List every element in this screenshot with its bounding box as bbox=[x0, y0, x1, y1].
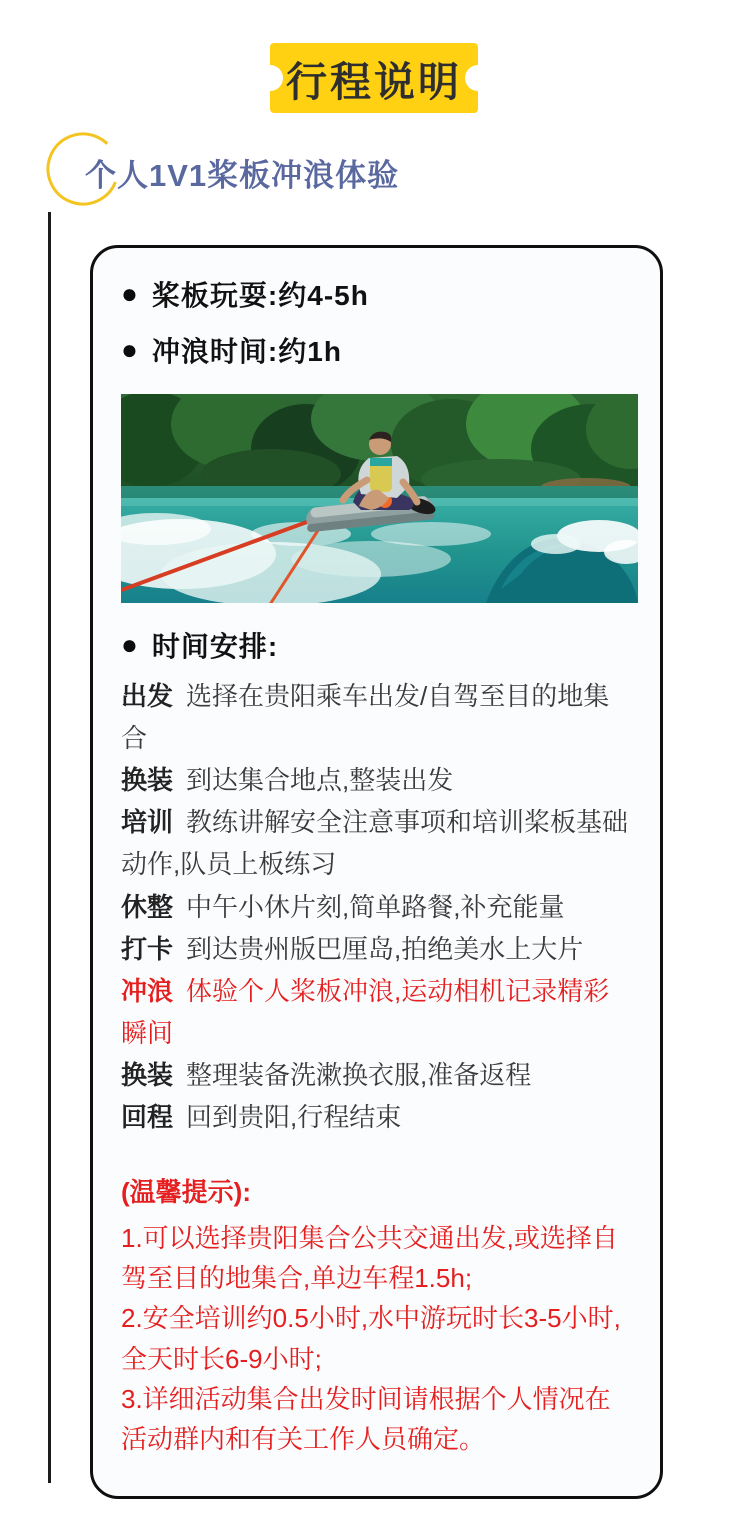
schedule-desc: 整理装备洗漱换衣服,准备返程 bbox=[186, 1059, 532, 1090]
schedule-desc: 中午小休片刻,简单路餐,补充能量 bbox=[186, 891, 565, 922]
schedule-heading-row bbox=[121, 625, 634, 665]
schedule-keyword: 换装 bbox=[121, 1059, 174, 1090]
schedule-desc: 体验个人桨板冲浪,运动相机记录精彩瞬间 bbox=[121, 975, 610, 1048]
tips-heading: (温馨提示): bbox=[121, 1177, 251, 1208]
schedule-desc: 选择在贵阳乘车出发/自驾至目的地集合 bbox=[121, 681, 610, 754]
schedule-keyword: 冲浪 bbox=[121, 975, 174, 1006]
tip-item: 1.可以选择贵阳集合公共交通出发,或选择自驾至目的地集合,单边车程1.5h; bbox=[121, 1222, 618, 1294]
ticket-notch-right-icon bbox=[465, 65, 491, 91]
page-title: 行程说明 bbox=[286, 58, 462, 105]
schedule-item-highlighted bbox=[121, 970, 634, 1054]
schedule-keyword: 换装 bbox=[121, 765, 174, 796]
tips-section bbox=[121, 1172, 634, 1459]
bullet-icon: ● bbox=[121, 334, 138, 365]
tip-item: 2.安全培训约0.5小时,水中游玩时长3-5小时,全天时长6-9小时; bbox=[121, 1303, 621, 1374]
schedule-item bbox=[121, 801, 634, 885]
schedule-desc: 到达贵州版巴厘岛,拍绝美水上大片 bbox=[186, 933, 584, 964]
itinerary-card bbox=[90, 245, 663, 1499]
activity-subtitle: 个人1V1桨板冲浪体验 bbox=[85, 158, 400, 193]
duration-label: 冲浪时间:约1h bbox=[151, 336, 342, 367]
schedule-heading: 时间安排: bbox=[151, 631, 279, 662]
ticket-notch-left-icon bbox=[257, 65, 283, 91]
schedule-item bbox=[121, 759, 634, 801]
bullet-icon: ● bbox=[121, 629, 138, 660]
bullet-icon: ● bbox=[121, 278, 138, 309]
duration-label: 桨板玩耍:约4-5h bbox=[151, 280, 369, 311]
title-badge bbox=[270, 43, 478, 113]
schedule-list bbox=[121, 675, 634, 1138]
schedule-item bbox=[121, 886, 634, 928]
paddleboard-surfing-photo bbox=[121, 394, 638, 603]
vertical-divider bbox=[48, 212, 51, 1483]
schedule-keyword: 培训 bbox=[121, 807, 174, 838]
duration-row-paddle bbox=[121, 274, 634, 314]
schedule-item bbox=[121, 928, 634, 970]
schedule-keyword: 回程 bbox=[121, 1102, 174, 1133]
tip-item: 3.详细活动集合出发时间请根据个人情况在活动群内和有关工作人员确定。 bbox=[121, 1383, 611, 1455]
schedule-item bbox=[121, 1054, 634, 1096]
schedule-item bbox=[121, 1096, 634, 1138]
schedule-desc: 到达集合地点,整装出发 bbox=[186, 765, 454, 796]
schedule-keyword: 出发 bbox=[121, 681, 174, 711]
schedule-desc: 教练讲解安全注意事项和培训桨板基础动作,队员上板练习 bbox=[121, 807, 629, 880]
schedule-keyword: 休整 bbox=[121, 891, 174, 922]
schedule-keyword: 打卡 bbox=[121, 933, 174, 964]
schedule-item bbox=[121, 675, 634, 759]
duration-row-surf bbox=[121, 330, 634, 370]
schedule-desc: 回到贵阳,行程结束 bbox=[186, 1102, 402, 1133]
